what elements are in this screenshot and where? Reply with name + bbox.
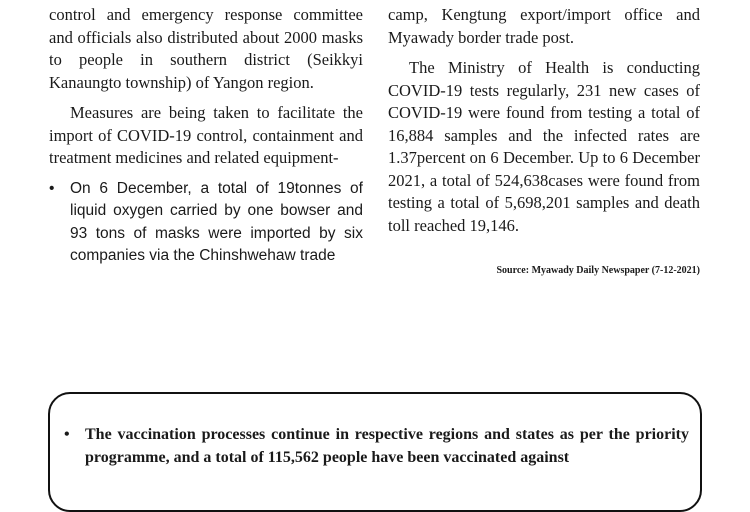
bullet-dot-icon: •	[64, 426, 70, 443]
bullet-text: The vaccination processes continue in respective regions and states as per the priority programme, and a total of 115,562 people have been vaccinated against	[85, 426, 689, 466]
source-citation: Source: Myawady Daily Newspaper (7-12-2021)	[496, 265, 700, 276]
right-column	[388, 4, 700, 237]
bullet-dot-icon: •	[49, 179, 55, 197]
paragraph: Measures are being taken to facilitate the import of COVID-19 control, containment and treatment medicines and related equipment-	[49, 103, 363, 167]
paragraph: The Ministry of Health is conducting COVID-19 tests regularly, 231 new cases of COVID-19 were found from testing a total of 16,884 samples and the infected rates are 1.37percent on 6 December. Up to 6 December 2021, a total of 524,638cases were found from testing a total of 5,698,201 samples and death toll reached 19,146.	[388, 58, 700, 235]
left-column	[49, 4, 363, 268]
bullet-item	[64, 424, 689, 469]
highlight-box-text	[64, 424, 689, 469]
bullet-text: On 6 December, a total of 19tonnes of liquid oxygen carried by one bowser and 93 tons of masks were imported by six companies via the Chinshwehaw trade	[70, 179, 363, 264]
bullet-item	[49, 178, 363, 268]
paragraph: camp, Kengtung export/import office and Myawady border trade post.	[388, 5, 700, 47]
paragraph: control and emergency response committee and officials also distributed about 2000 masks to people in southern district (Seikkyi Kanaungto township) of Yangon region.	[49, 5, 363, 92]
